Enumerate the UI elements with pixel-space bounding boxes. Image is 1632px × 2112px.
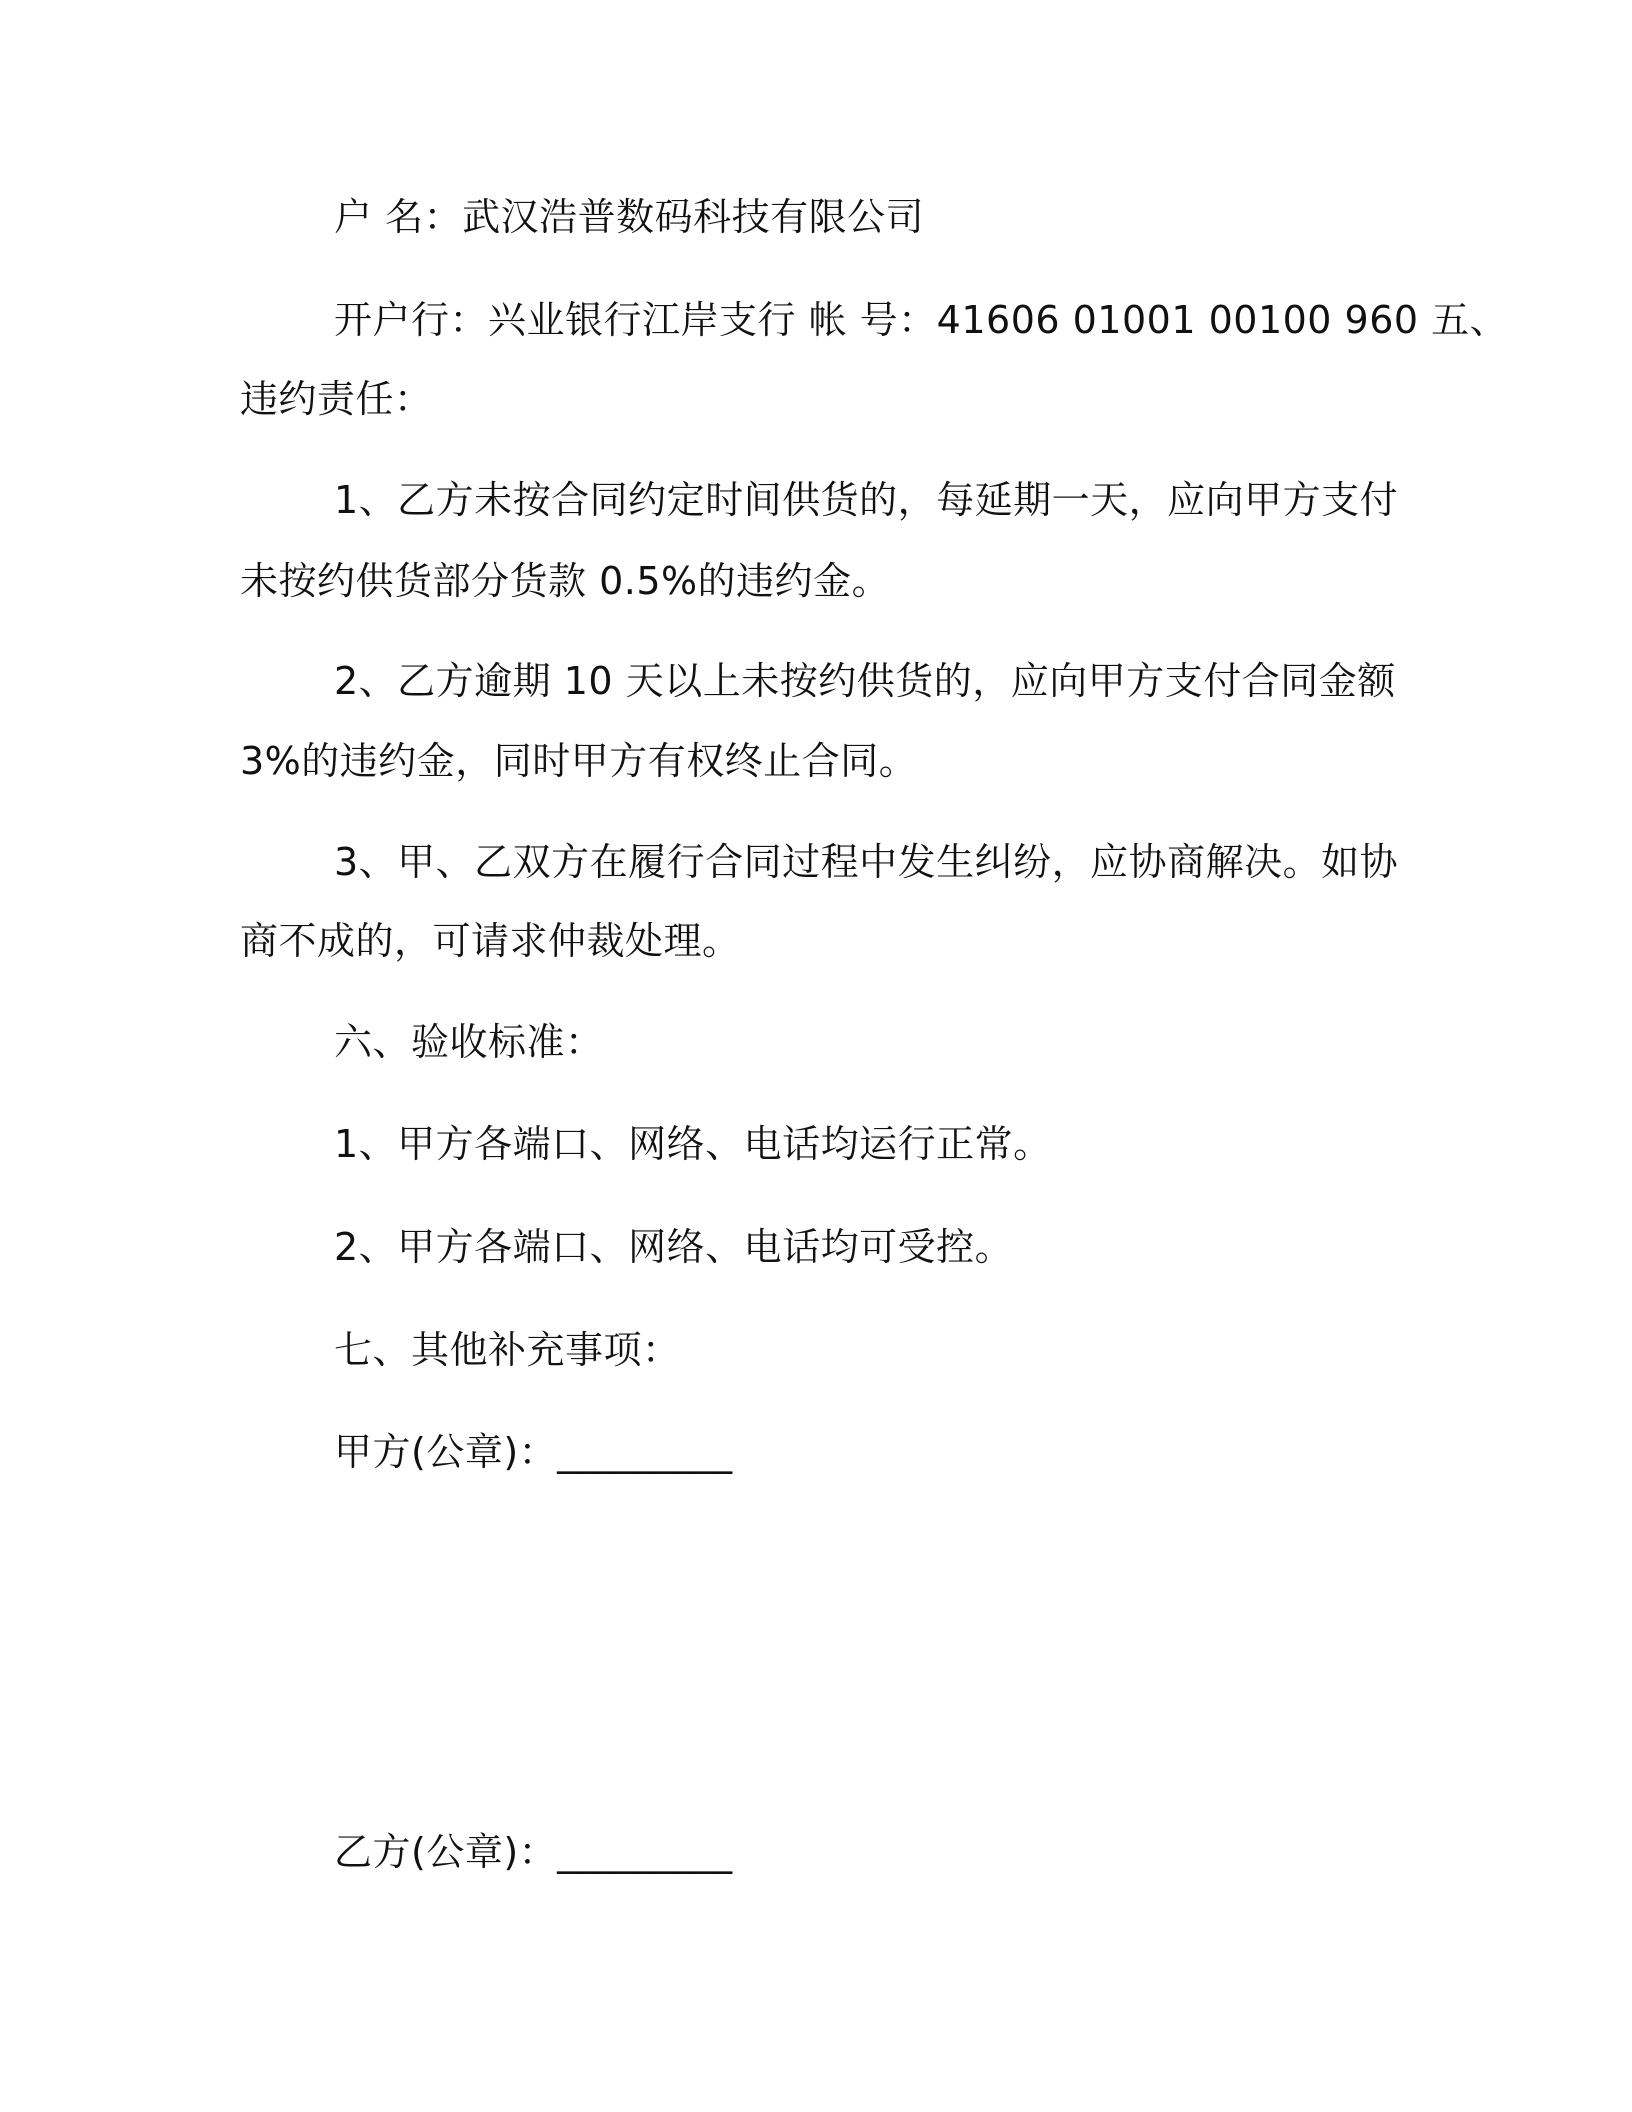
- clause-2-line-1: 2、乙方逾期 10 天以上未按约供货的，应向甲方支付合同金额: [334, 659, 1396, 703]
- acceptance-item-1: 1、甲方各端口、网络、电话均运行正常。: [334, 1122, 1052, 1166]
- account-name-line: 户 名：武汉浩普数码科技有限公司: [334, 195, 925, 239]
- clause-1-line-1: 1、乙方未按合同约定时间供货的，每延期一天，应向甲方支付: [334, 478, 1399, 522]
- section-7-heading: 七、其他补充事项：: [334, 1328, 681, 1372]
- section-6-heading: 六、验收标准：: [334, 1020, 604, 1064]
- acceptance-item-2: 2、甲方各端口、网络、电话均可受控。: [334, 1225, 1014, 1269]
- clause-2-line-2: 3%的违约金，同时甲方有权终止合同。: [240, 739, 918, 783]
- party-b-seal-line: 乙方(公章)：_________: [334, 1830, 733, 1874]
- clause-3-line-1: 3、甲、乙双方在履行合同过程中发生纠纷，应协商解决。如协: [334, 840, 1399, 884]
- clause-3-line-2: 商不成的，可请求仲裁处理。: [240, 919, 741, 963]
- bank-account-line: 开户行：兴业银行江岸支行 帐 号：41606 01001 00100 960 五、: [334, 298, 1509, 342]
- clause-1-line-2: 未按约供货部分货款 0.5%的违约金。: [240, 559, 891, 603]
- breach-liability-heading: 违约责任：: [240, 377, 433, 421]
- party-a-seal-line: 甲方(公章)：_________: [334, 1430, 733, 1474]
